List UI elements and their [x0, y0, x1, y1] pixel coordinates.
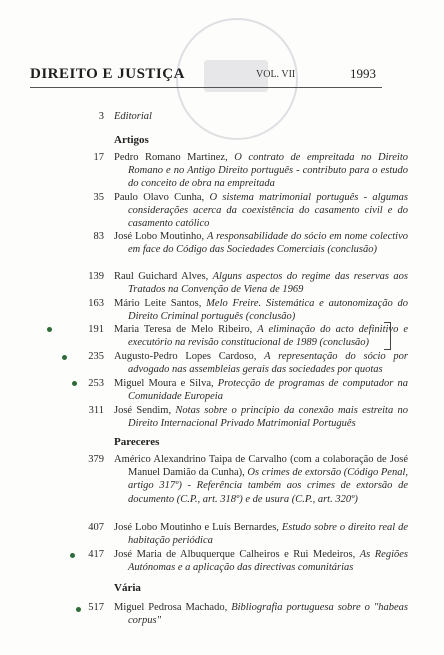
entry-title: Os crimes de extorsão (Código Penal, artigo 317º) - Referência também aos crimes de extorsão de documento (C.P., art. 318º) e de usura (C.P., art. 320º)	[128, 467, 408, 505]
entry-text	[114, 404, 408, 430]
entry-author: Pedro Romano Martinez,	[114, 152, 235, 163]
entry-author: Miguel Moura e Silva,	[114, 378, 218, 389]
entry-text	[114, 521, 408, 547]
margin-bracket	[384, 322, 391, 350]
section-heading-artigos: Artigos	[114, 134, 149, 146]
entry-text	[114, 548, 408, 574]
entry-author: José Lobo Moutinho e Luís Bernardes,	[114, 522, 282, 533]
section-heading-pareceres: Pareceres	[114, 436, 160, 448]
entry-title: A eliminação do acto definitivo e executório na revisão constitucional de 1989 (conclusão)	[128, 324, 408, 349]
entry-page-number: 83	[93, 231, 104, 242]
entry-title: As Regiões Autónomas e a aplicação das directivas comunitárias	[128, 549, 408, 574]
entry-text	[114, 191, 408, 231]
entry-author: Mário Leite Santos,	[114, 298, 207, 309]
entry-page-number: 417	[88, 549, 104, 560]
entry-author: Augusto-Pedro Lopes Cardoso,	[114, 351, 265, 362]
entry-title: Estudo sobre o direito real de habitação periódica	[128, 522, 409, 547]
entry-title: O contrato de empreitada no Direito Romano e no Antigo Direito português - contributo para o estudo do conceito de obra na empreitada	[128, 152, 408, 190]
entry-title: O sistema matrimonial português - algumas considerações acerca da coexistência do casamento civil e do casamento católico	[128, 192, 408, 230]
annotation-mark	[47, 327, 52, 332]
entry-page-number: 35	[93, 192, 104, 203]
entry-author: Paulo Olavo Cunha,	[114, 192, 210, 203]
section-heading-varia: Vária	[114, 582, 141, 594]
entry-page-number: 191	[88, 324, 104, 335]
entry-title: Protecção de programas de computador na Comunidade Europeia	[128, 378, 408, 403]
volume-number: VOL. VII	[256, 69, 296, 80]
entry-author: Américo Alexandrino Taipa de Carvalho (com a colaboração de José Manuel Damião da Cunha),	[114, 454, 408, 479]
entry-page-number: 311	[88, 405, 104, 416]
entry-text	[114, 230, 408, 256]
journal-title: DIREITO E JUSTIÇA	[30, 66, 185, 82]
entry-title: Melo Freire. Sistemática e autonomização do Direito Criminal português (conclusão)	[128, 298, 408, 323]
entry-title: A responsabilidade do sócio em nome colectivo em face do Código das Sociedades Comerciais (conclusão)	[128, 231, 409, 256]
entry-author: José Lobo Moutinho,	[114, 231, 207, 242]
entry-text	[114, 350, 408, 376]
entry-text	[114, 377, 408, 403]
entry-text	[114, 601, 408, 627]
entry-author: Raul Guichard Alves,	[114, 271, 213, 282]
entry-page-number: 17	[93, 152, 104, 163]
entry-page-number: 139	[88, 271, 104, 282]
publication-year: 1993	[350, 66, 376, 81]
entry-text	[114, 297, 408, 323]
entry-author: José Sendim,	[114, 405, 176, 416]
entry-title: Bibliografia portuguesa sobre o "habeas corpus"	[128, 602, 408, 627]
entry-author: José Maria de Albuquerque Calheiros e Rui Medeiros,	[114, 549, 360, 560]
entry-page-number: 407	[88, 522, 104, 533]
entry-page-number: 517	[88, 602, 104, 613]
entry-text	[114, 323, 408, 349]
entry-text	[114, 110, 408, 123]
entry-page-number: 235	[88, 351, 104, 362]
entry-title: Editorial	[114, 111, 152, 122]
entry-page-number: 253	[88, 378, 104, 389]
entry-title: Alguns aspectos do regime das reservas aos Tratados na Convenção de Viena de 1969	[128, 271, 408, 296]
entry-author: Maria Teresa de Melo Ribeiro,	[114, 324, 258, 335]
entry-page-number: 163	[88, 298, 104, 309]
running-header	[30, 66, 380, 86]
entry-text	[114, 453, 408, 506]
entry-page-number: 379	[88, 454, 104, 465]
entry-title: A representação do sócio por advogado nas assembleias gerais das sociedades por quotas	[128, 351, 408, 376]
entry-page-number: 3	[98, 111, 104, 122]
entry-text	[114, 270, 408, 296]
header-rule	[30, 87, 382, 88]
entry-title: Notas sobre o princípio da conexão mais estreita no Direito Internacional Privado Matrimonial Português	[128, 405, 409, 430]
entry-author: Miguel Pedrosa Machado,	[114, 602, 232, 613]
entry-text	[114, 151, 408, 191]
